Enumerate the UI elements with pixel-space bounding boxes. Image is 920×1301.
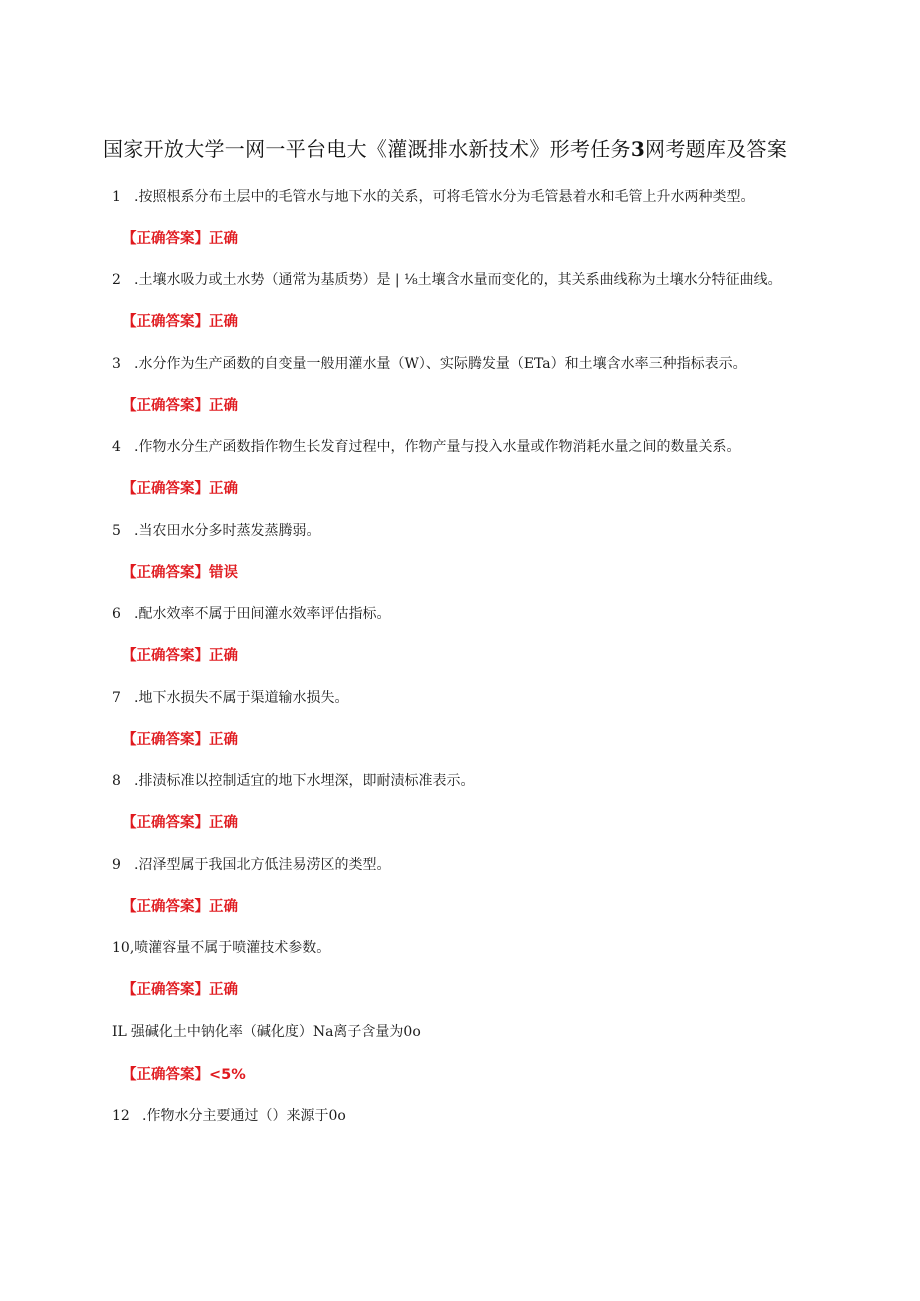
question-number: 1 (112, 189, 121, 205)
question-number: 12 (112, 1108, 130, 1124)
question-number: 2 (112, 272, 121, 288)
question-text: 强碱化土中钠化率（碱化度）Na离子含量为0o (130, 1024, 421, 1040)
question-text: .作物水分主要通过（）来源于0o (142, 1108, 346, 1124)
question-text: .土壤水吸力或土水势（通常为基质势）是 | ⅛土壤含水量而变化的，其关系曲线称为土壤水分特征曲线。 (134, 272, 782, 288)
question-text: .配水效率不属于田间灌水效率评估指标。 (134, 606, 391, 622)
question-text: 喷灌容量不属于喷灌技术参数。 (134, 940, 331, 956)
question-number: 7 (112, 690, 121, 706)
question-item (112, 1106, 892, 1126)
question-text: .排渍标准以控制适宜的地下水埋深，即耐渍标准表示。 (134, 773, 475, 789)
question-item (112, 855, 892, 875)
question-item (112, 354, 892, 374)
title-text: 国家开放大学一网一平台电大《灌溉排水新技术》形考任务 (103, 137, 631, 161)
question-number: 5 (112, 523, 121, 539)
question-item (112, 187, 892, 207)
question-item (112, 771, 892, 791)
question-item (112, 270, 892, 290)
question-item (112, 604, 892, 624)
question-item (112, 938, 892, 958)
question-number: 3 (112, 356, 121, 372)
answer-label: 【正确答案】正确 (122, 398, 238, 414)
question-text: .水分作为生产函数的自变量一般用灌水量（W）、实际腾发量（ETa）和土壤含水率三种指标表示。 (134, 356, 747, 372)
question-text: .当农田水分多时蒸发蒸腾弱。 (134, 523, 321, 539)
question-number: 8 (112, 773, 121, 789)
answer-label: 【正确答案】正确 (122, 231, 238, 247)
answer-label: 【正确答案】正确 (122, 815, 238, 831)
question-item (112, 688, 892, 708)
answer-label: 【正确答案】错误 (122, 565, 238, 581)
answer-label: 【正确答案】正确 (122, 648, 238, 664)
question-number: IL (112, 1024, 127, 1040)
answer-label: 【正确答案】正确 (122, 982, 238, 998)
question-item (112, 521, 892, 541)
question-item (112, 437, 892, 457)
question-text: .地下水损失不属于渠道输水损失。 (134, 690, 349, 706)
answer-label: 【正确答案】<5% (122, 1067, 246, 1083)
answer-label: 【正确答案】正确 (122, 314, 238, 330)
answer-label: 【正确答案】正确 (122, 481, 238, 497)
question-number: 4 (112, 439, 121, 455)
document-title (103, 136, 863, 162)
question-text: .作物水分生产函数指作物生长发育过程中，作物产量与投入水量或作物消耗水量之间的数量关系。 (134, 439, 741, 455)
answer-label: 【正确答案】正确 (122, 732, 238, 748)
question-number: 6 (112, 606, 121, 622)
question-number: 10, (112, 940, 135, 956)
answer-label: 【正确答案】正确 (122, 899, 238, 915)
question-item (112, 1022, 892, 1042)
title-text-end: 网考题库及答案 (645, 137, 788, 161)
question-text: .按照根系分布土层中的毛管水与地下水的关系，可将毛管水分为毛管悬着水和毛管上升水两种类型。 (134, 189, 755, 205)
title-task-number: 3 (630, 137, 646, 161)
question-number: 9 (112, 857, 121, 873)
question-text: .沼泽型属于我国北方低洼易涝区的类型。 (134, 857, 391, 873)
